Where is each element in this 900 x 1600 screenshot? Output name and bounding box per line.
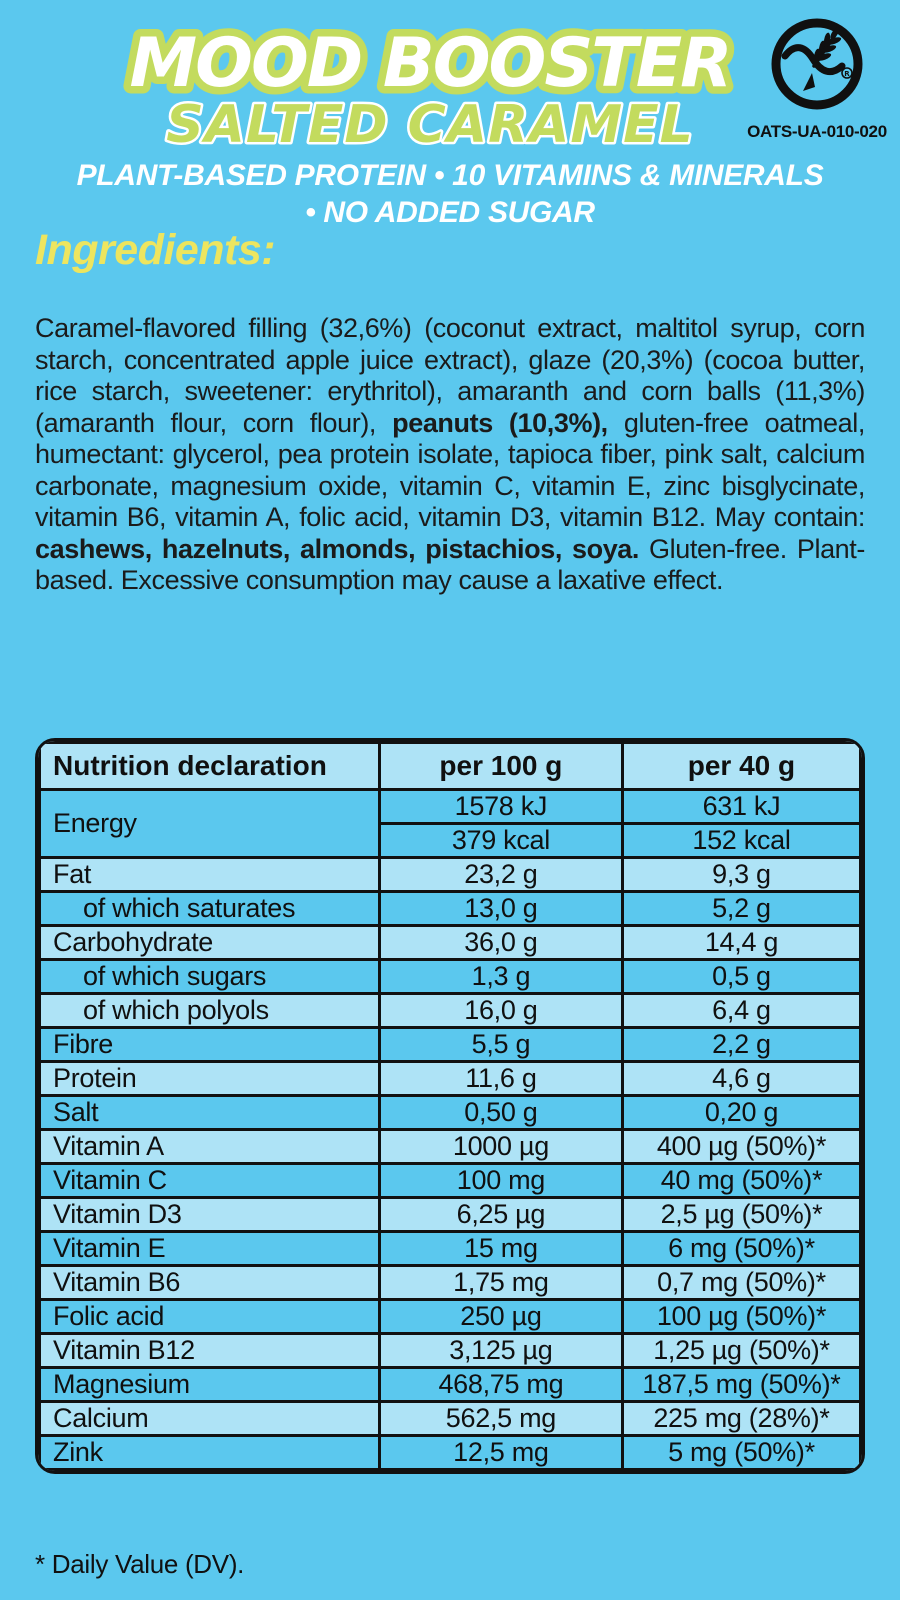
nutrient-value-100g: 468,75 mg bbox=[379, 1368, 622, 1402]
column-header-per-40g: per 40 g bbox=[622, 743, 860, 790]
table-row bbox=[40, 892, 861, 926]
table-row-energy-kj bbox=[40, 790, 861, 824]
tagline bbox=[0, 157, 900, 231]
table-row bbox=[40, 1096, 861, 1130]
nutrient-value-40g: 6 mg (50%)* bbox=[622, 1232, 860, 1266]
nutrient-value-40g: 0,20 g bbox=[622, 1096, 860, 1130]
flavor-title-graphic bbox=[0, 84, 860, 162]
nutrient-value-40g: 400 µg (50%)* bbox=[622, 1130, 860, 1164]
nutrient-label: Vitamin E bbox=[40, 1232, 380, 1266]
nutrient-value-100g: 250 µg bbox=[379, 1300, 622, 1334]
nutrient-value-40g: 2,5 µg (50%)* bbox=[622, 1198, 860, 1232]
nutrient-value-40g: 40 mg (50%)* bbox=[622, 1164, 860, 1198]
table-row bbox=[40, 858, 861, 892]
tagline-line-2: • NO ADDED SUGAR bbox=[305, 196, 595, 229]
nutrient-value-100g: 11,6 g bbox=[379, 1062, 622, 1096]
column-header-per-100g: per 100 g bbox=[379, 743, 622, 790]
table-row bbox=[40, 1062, 861, 1096]
table-row bbox=[40, 994, 861, 1028]
certification-code: OATS-UA-010-020 bbox=[747, 122, 887, 141]
nutrient-label: of which polyols bbox=[40, 994, 380, 1028]
daily-value-footnote: * Daily Value (DV). bbox=[35, 1549, 245, 1579]
ingredient-text-segment: Gluten-free. Plant-based. Excessive consumption may cause a laxative effect. bbox=[35, 533, 865, 595]
table-row bbox=[40, 1300, 861, 1334]
nutrient-value-40g: 5 mg (50%)* bbox=[622, 1436, 860, 1470]
nutrient-value-100g: 16,0 g bbox=[379, 994, 622, 1028]
nutrient-value-40g: 187,5 mg (50%)* bbox=[622, 1368, 860, 1402]
nutrient-value-100g: 23,2 g bbox=[379, 858, 622, 892]
nutrient-label: Magnesium bbox=[40, 1368, 380, 1402]
nutrient-value-40g: 0,7 mg (50%)* bbox=[622, 1266, 860, 1300]
table-row bbox=[40, 1368, 861, 1402]
ingredient-text-segment: Caramel-flavored filling (32,6%) (coconut extract, maltitol syrup, corn starch, concentrated apple juice extract), glaze (20,3%) (cocoa butter, rice starch, sweetener: erythritol), amaranth and corn balls (11,3%) (amaranth flour, corn flour), bbox=[35, 313, 865, 438]
table-row bbox=[40, 1232, 861, 1266]
nutrition-declaration-table bbox=[38, 741, 862, 1471]
table-row bbox=[40, 1334, 861, 1368]
nutrient-label: Vitamin C bbox=[40, 1164, 380, 1198]
table-header-row bbox=[40, 743, 861, 790]
nutrient-value-40g: 152 kcal bbox=[622, 824, 860, 858]
nutrition-table-body bbox=[40, 790, 861, 1470]
nutrient-value-100g: 100 mg bbox=[379, 1164, 622, 1198]
table-row bbox=[40, 1266, 861, 1300]
nutrient-value-100g: 562,5 mg bbox=[379, 1402, 622, 1436]
nutrient-value-40g: 5,2 g bbox=[622, 892, 860, 926]
nutrient-value-40g: 631 kJ bbox=[622, 790, 860, 824]
nutrient-value-40g: 2,2 g bbox=[622, 1028, 860, 1062]
table-row bbox=[40, 926, 861, 960]
nutrient-value-100g: 1,3 g bbox=[379, 960, 622, 994]
nutrient-label: Fat bbox=[40, 858, 380, 892]
nutrient-value-100g: 1578 kJ bbox=[379, 790, 622, 824]
table-row bbox=[40, 960, 861, 994]
nutrient-label: Protein bbox=[40, 1062, 380, 1096]
nutrient-label: Vitamin B6 bbox=[40, 1266, 380, 1300]
nutrient-value-100g: 0,50 g bbox=[379, 1096, 622, 1130]
nutrient-value-40g: 9,3 g bbox=[622, 858, 860, 892]
nutrient-label: Zink bbox=[40, 1436, 380, 1470]
nutrient-label: Folic acid bbox=[40, 1300, 380, 1334]
nutrient-label: Energy bbox=[40, 790, 380, 858]
gluten-free-badge bbox=[742, 16, 892, 142]
nutrient-value-40g: 100 µg (50%)* bbox=[622, 1300, 860, 1334]
nutrient-value-100g: 15 mg bbox=[379, 1232, 622, 1266]
nutrient-value-100g: 1,75 mg bbox=[379, 1266, 622, 1300]
ingredient-allergen-text: cashews, hazelnuts, almonds, pistachios, soya. bbox=[35, 533, 640, 564]
nutrient-value-100g: 12,5 mg bbox=[379, 1436, 622, 1470]
nutrient-value-100g: 1000 µg bbox=[379, 1130, 622, 1164]
table-row bbox=[40, 1028, 861, 1062]
table-row bbox=[40, 1402, 861, 1436]
nutrient-label: Vitamin D3 bbox=[40, 1198, 380, 1232]
nutrient-value-40g: 1,25 µg (50%)* bbox=[622, 1334, 860, 1368]
product-title: MOOD BOOSTER bbox=[129, 24, 731, 103]
nutrient-value-40g: 6,4 g bbox=[622, 994, 860, 1028]
table-row bbox=[40, 1436, 861, 1470]
nutrient-value-40g: 4,6 g bbox=[622, 1062, 860, 1096]
crossed-grain-icon bbox=[765, 16, 869, 116]
svg-text:R: R bbox=[844, 70, 850, 78]
flavor-title: SALTED CARAMEL bbox=[166, 95, 694, 155]
nutrient-label: of which saturates bbox=[40, 892, 380, 926]
nutrient-label: Calcium bbox=[40, 1402, 380, 1436]
ingredient-allergen-text: peanuts (10,3%), bbox=[392, 407, 608, 438]
nutrient-value-100g: 13,0 g bbox=[379, 892, 622, 926]
ingredient-text-segment: gluten-free oatmeal, humectant: glycerol, pea protein isolate, tapioca fiber, pink salt, calcium carbonate, magnesium oxide, vitamin C, vitamin E, zinc bisglycinate, vitamin B6, vitamin A, folic acid, vitamin D3, vitamin B12. May contain: bbox=[35, 407, 865, 532]
nutrient-label: Vitamin A bbox=[40, 1130, 380, 1164]
nutrient-value-100g: 36,0 g bbox=[379, 926, 622, 960]
table-row bbox=[40, 1198, 861, 1232]
ingredients-text bbox=[35, 313, 865, 597]
ingredients-heading: Ingredients: bbox=[35, 226, 276, 274]
table-row bbox=[40, 1130, 861, 1164]
nutrient-label: Vitamin B12 bbox=[40, 1334, 380, 1368]
nutrient-value-40g: 0,5 g bbox=[622, 960, 860, 994]
column-header-nutrient: Nutrition declaration bbox=[40, 743, 380, 790]
table-row bbox=[40, 1164, 861, 1198]
nutrient-label: Carbohydrate bbox=[40, 926, 380, 960]
tagline-line-1: PLANT-BASED PROTEIN • 10 VITAMINS & MINERALS bbox=[76, 159, 824, 192]
nutrient-value-40g: 225 mg (28%)* bbox=[622, 1402, 860, 1436]
nutrient-label: Salt bbox=[40, 1096, 380, 1130]
nutrient-value-100g: 6,25 µg bbox=[379, 1198, 622, 1232]
nutrient-label: of which sugars bbox=[40, 960, 380, 994]
nutrient-label: Fibre bbox=[40, 1028, 380, 1062]
nutrient-value-100g: 3,125 µg bbox=[379, 1334, 622, 1368]
nutrient-value-100g: 5,5 g bbox=[379, 1028, 622, 1062]
nutrient-value-40g: 14,4 g bbox=[622, 926, 860, 960]
nutrient-value-100g: 379 kcal bbox=[379, 824, 622, 858]
nutrition-table bbox=[35, 738, 865, 1474]
